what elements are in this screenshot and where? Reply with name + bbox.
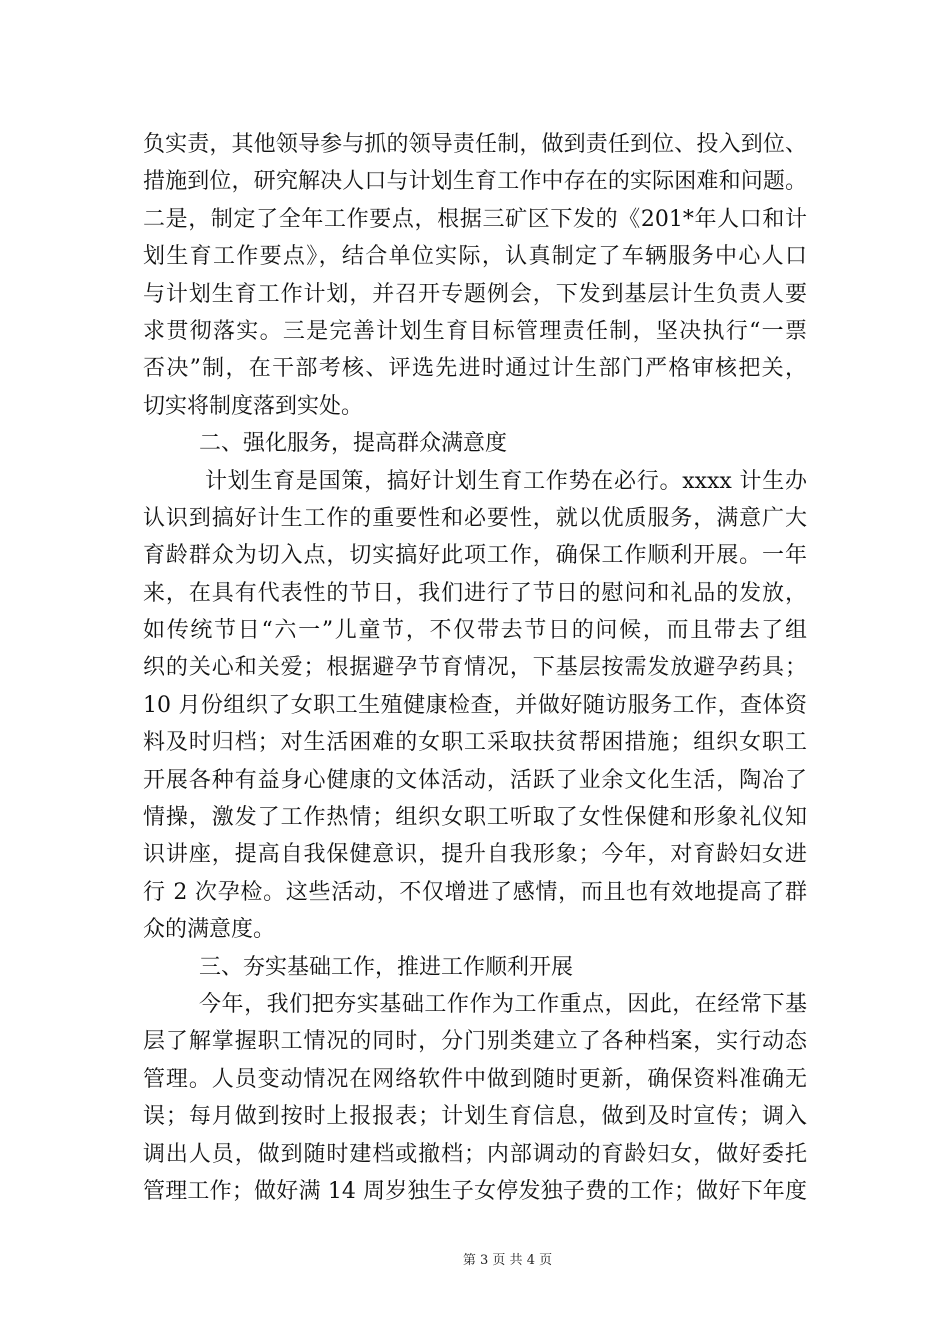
- text-line: 开展各种有益身心健康的文体活动，活跃了业余文化生活，陶冶了: [143, 767, 807, 793]
- text-line: 措施到位，研究解决人口与计划生育工作中存在的实际困难和问题。: [143, 169, 807, 195]
- text-line: 认识到搞好计生工作的重要性和必要性，就以优质服务，满意广大: [143, 505, 807, 531]
- section-heading: 三、夯实基础工作，推进工作顺利开展: [199, 954, 574, 980]
- text-line: 调出人员，做到随时建档或撤档；内部调动的育龄妇女，做好委托: [143, 1141, 807, 1167]
- document-body: [143, 126, 807, 1210]
- text-line: 情操，激发了工作热情；组织女职工听取了女性保健和形象礼仪知: [143, 805, 807, 831]
- text-line: 育龄群众为切入点，切实搞好此项工作，确保工作顺利开展。一年: [143, 543, 807, 569]
- text-line: 切实将制度落到实处。: [143, 393, 364, 419]
- text-line: 二是，制定了全年工作要点，根据三矿区下发的《201*年人口和计: [143, 206, 807, 232]
- text-line: 与计划生育工作计划，并召开专题例会，下发到基层计生负责人要: [143, 281, 807, 307]
- text-line: 料及时归档；对生活困难的女职工采取扶贫帮困措施；组织女职工: [143, 730, 807, 756]
- section-heading: 二、强化服务，提高群众满意度: [199, 431, 508, 457]
- text-line: 10 月份组织了女职工生殖健康检查，并做好随访服务工作，查体资: [143, 692, 807, 718]
- text-line: 管理。人员变动情况在网络软件中做到随时更新，确保资料准确无: [143, 1066, 807, 1092]
- text-line: 管理工作；做好满 14 周岁独生子女停发独子费的工作；做好下年度: [143, 1178, 807, 1204]
- text-line: 求贯彻落实。三是完善计划生育目标管理责任制，坚决执行“一票: [143, 318, 807, 344]
- text-line: 如传统节日“六一”儿童节，不仅带去节日的问候，而且带去了组: [143, 618, 807, 644]
- text-line: 划生育工作要点》，结合单位实际，认真制定了车辆服务中心人口: [143, 244, 807, 270]
- text-line: 层了解掌握职工情况的同时，分门别类建立了各种档案，实行动态: [143, 1029, 807, 1055]
- text-line: 误；每月做到按时上报报表；计划生育信息，做到及时宣传；调入: [143, 1104, 807, 1130]
- page-number: 第 3 页 共 4 页: [462, 1253, 553, 1268]
- text-line: 识讲座，提高自我保健意识，提升自我形象；今年，对育龄妇女进: [143, 842, 807, 868]
- text-line: 计划生育是国策，搞好计划生育工作势在必行。xxxx 计生办: [205, 468, 807, 494]
- text-line: 织的关心和关爱；根据避孕节育情况，下基层按需发放避孕药具；: [143, 655, 807, 681]
- text-line: 来，在具有代表性的节日，我们进行了节日的慰问和礼品的发放，: [143, 580, 807, 606]
- text-line: 负实责，其他领导参与抓的领导责任制，做到责任到位、投入到位、: [143, 132, 807, 157]
- text-line: 众的满意度。: [143, 917, 276, 943]
- text-line: 今年，我们把夯实基础工作作为工作重点，因此，在经常下基: [199, 991, 807, 1017]
- text-line: 否决”制，在干部考核、评选先进时通过计生部门严格审核把关，: [143, 356, 807, 382]
- text-line: 行 2 次孕检。这些活动，不仅增进了感情，而且也有效地提高了群: [143, 879, 807, 905]
